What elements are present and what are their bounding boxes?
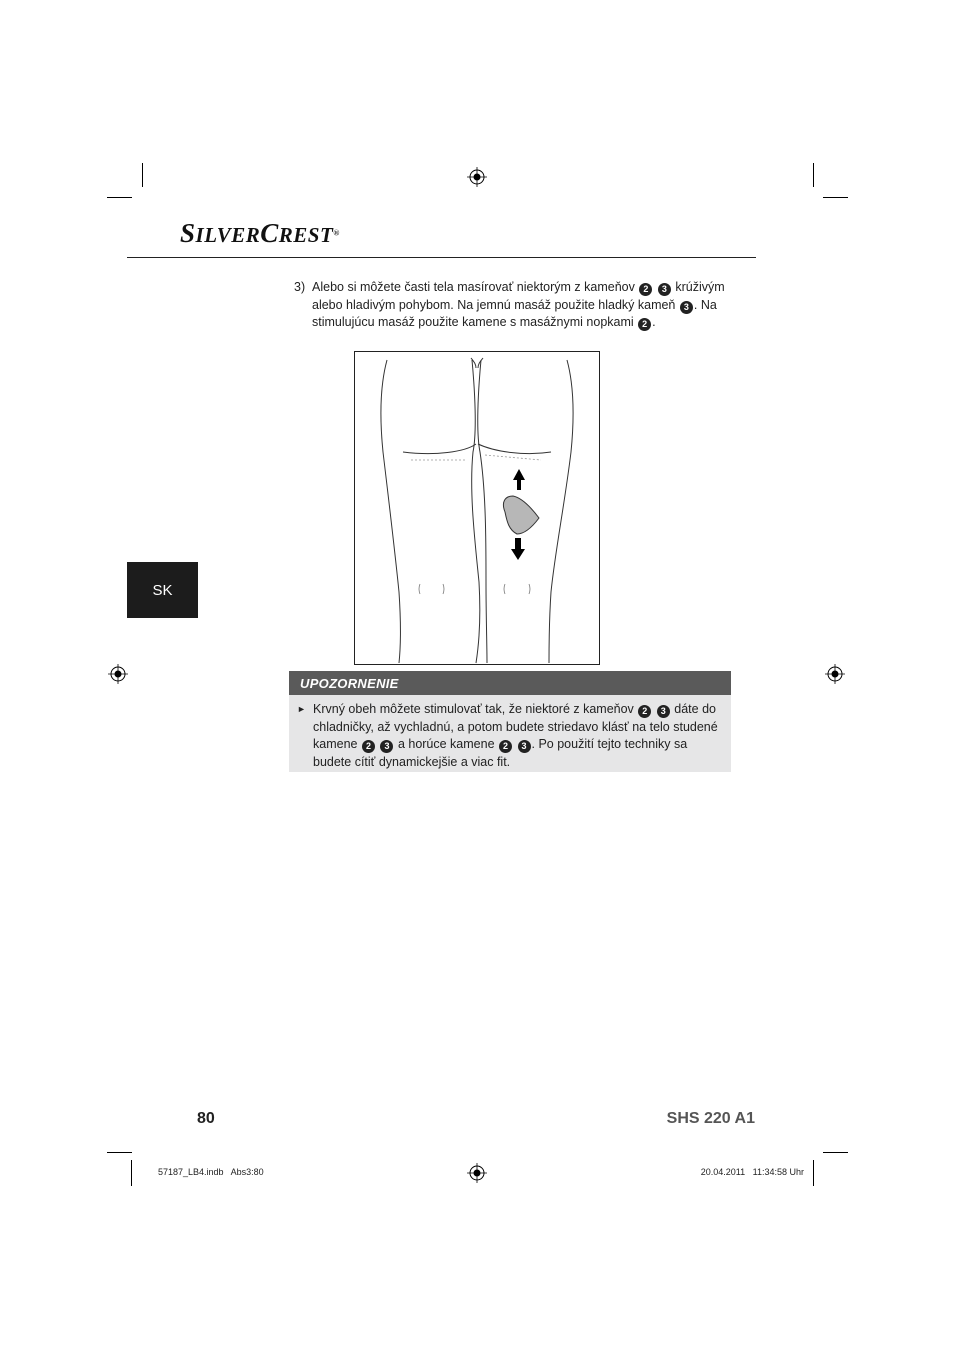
knee-left-1: [419, 584, 420, 594]
note-heading: UPOZORNENIE: [289, 671, 731, 695]
crop-mark: [813, 163, 814, 187]
knee-left-2: [443, 584, 444, 594]
part-ref-2: 2: [638, 705, 651, 718]
part-ref-3: 3: [657, 705, 670, 718]
step-number: 3): [294, 280, 306, 294]
part-ref-2: 2: [499, 740, 512, 753]
crop-mark: [813, 1160, 814, 1186]
buttock-left: [403, 444, 476, 454]
step-text: Alebo si môžete časti tela masírovať niektorým z kameňov 2 3 krúživým alebo hladivým pohybom. Na jemnú masáž použite hladký kameň 3 . Na stimulujúcu masáž použite kamene s masážnymi nopkami 2 .: [312, 280, 725, 329]
right-leg-outer: [549, 360, 573, 663]
registration-mark-icon: [108, 664, 128, 684]
part-ref-2: 2: [362, 740, 375, 753]
part-ref-2: 2: [638, 318, 651, 331]
crop-mark: [823, 197, 848, 198]
language-tab: SK: [127, 562, 198, 618]
crop-mark: [107, 1152, 132, 1153]
page-number: 80: [197, 1110, 215, 1127]
crop-mark: [131, 1160, 132, 1186]
massage-illustration: [354, 351, 600, 665]
legs-drawing: [355, 352, 599, 664]
bullet-arrow-icon: ►: [297, 704, 306, 714]
step-3-paragraph: [294, 279, 734, 332]
note-text: Krvný obeh môžete stimulovať tak, že niektoré z kameňov 2 3 dáte do chladničky, až vychladnú, a potom budete striedavo klásť na telo studené kamene 2 3 a horúce kamene 2 3 . Po použití tejto techniky sa budete cítiť dynamickejšie a viac fit.: [313, 702, 718, 769]
right-leg-inner: [478, 360, 487, 663]
part-ref-3: 3: [518, 740, 531, 753]
buttock-right: [478, 444, 551, 454]
crop-mark: [142, 163, 143, 187]
gluteal-fold-right: [485, 455, 541, 460]
print-slug-left: 57187_LB4.indb Abs3:80: [158, 1167, 264, 1177]
crop-mark: [107, 197, 132, 198]
registration-mark-icon: [825, 664, 845, 684]
arrow-up-icon: [513, 469, 525, 490]
arrow-down-icon: [511, 538, 525, 560]
header-rule: [127, 257, 756, 258]
brand-logo: SILVERCREST®: [180, 218, 340, 248]
part-ref-2: 2: [639, 283, 652, 296]
part-ref-3: 3: [658, 283, 671, 296]
massage-stone-icon: [503, 496, 539, 534]
part-ref-3: 3: [680, 301, 693, 314]
left-leg-outer: [381, 360, 401, 663]
note-body: [289, 695, 731, 772]
registration-mark-icon: [467, 1163, 487, 1183]
crop-mark: [823, 1152, 848, 1153]
knee-right-1: [504, 584, 505, 594]
part-ref-3: 3: [380, 740, 393, 753]
knee-right-2: [529, 584, 530, 594]
model-number: SHS 220 A1: [666, 1110, 755, 1127]
print-slug-right: 20.04.2011 11:34:58 Uhr: [700, 1167, 804, 1177]
registration-mark-icon: [467, 167, 487, 187]
left-leg-inner: [472, 360, 480, 663]
